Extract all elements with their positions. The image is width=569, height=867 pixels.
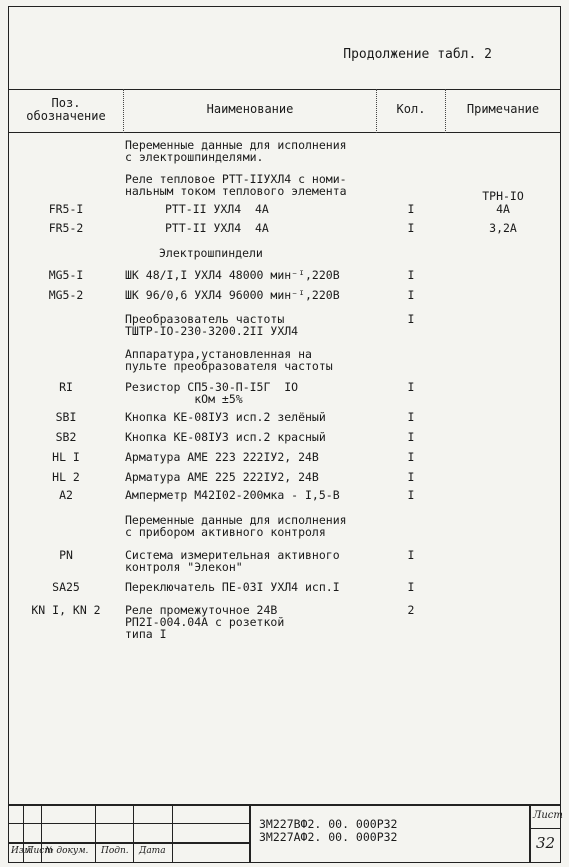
row-pos-7: MG5-2 (48, 288, 84, 302)
stamp-ndoc: № докум. (45, 846, 89, 856)
row-pos-4: FR5-2 (48, 221, 84, 235)
row-pos-18: SA25 (52, 580, 80, 594)
row-qty-10: I (407, 380, 415, 394)
row-note-3: 4А (496, 202, 510, 216)
row-pos-15: A2 (59, 488, 73, 502)
row-name-11: Кнопка КЕ-08IУЗ исп.2 зелёный (125, 410, 326, 424)
stamp-sheet-number: 32 (536, 834, 556, 852)
header-pos: Поз. обозначение (26, 96, 106, 123)
stamp-doc-code-1: 3М227ВФ2. 00. 000Р32 (259, 817, 398, 831)
row-qty-8: I (407, 312, 415, 326)
row-name-1: Реле тепловое РТТ-IIУХЛ4 с номи- нальным током теплового элемента (125, 172, 347, 198)
row-name-8: Преобразователь частоты ТШТР-IO-230-3200.2II УХЛ4 (125, 312, 299, 338)
row-name-9: Аппаратура,установленная на пульте преобразователя частоты (125, 347, 333, 373)
row-qty-15: I (407, 488, 415, 502)
stamp-data: Дата (139, 846, 166, 856)
row-pos-11: SBI (55, 410, 77, 424)
row-name-19: Реле промежуточное 24В РП2I-004.04А с розеткой типа I (125, 603, 285, 641)
drawing-sheet (8, 6, 561, 863)
row-name-13: Арматура АМЕ 223 222IУ2, 24В (125, 450, 319, 464)
row-name-7: ШК 96/0,6 УХЛ4 96000 мин⁻ᴵ,220В (125, 288, 340, 302)
col-sep-3 (445, 89, 446, 133)
row-pos-14: HL 2 (52, 470, 80, 484)
row-note-4: 3,2А (489, 221, 517, 235)
continuation-caption: Продолжение табл. 2 (343, 47, 492, 62)
header-name: Наименование (206, 102, 294, 116)
row-name-14: Арматура АМЕ 225 222IУ2, 24В (125, 470, 319, 484)
header-top-rule (9, 89, 560, 90)
row-name-16: Переменные данные для исполнения с прибором активного контроля (125, 513, 347, 539)
title-block (9, 804, 563, 862)
row-pos-10: RI (59, 380, 73, 394)
col-sep-1 (123, 89, 124, 133)
row-name-0: Переменные данные для исполнения с электрошпинделями. (125, 138, 347, 164)
header-qty: Кол. (396, 102, 426, 116)
row-qty-17: I (407, 548, 415, 562)
row-pos-12: SB2 (55, 430, 77, 444)
row-pos-13: HL I (52, 450, 80, 464)
col-sep-2 (376, 89, 377, 133)
row-pos-3: FR5-I (48, 202, 84, 216)
row-name-4: РТТ-II УХЛ4 4А (165, 221, 269, 235)
row-qty-11: I (407, 410, 415, 424)
row-qty-3: I (407, 202, 415, 216)
row-qty-12: I (407, 430, 415, 444)
row-pos-19: KN I, KN 2 (31, 603, 101, 617)
row-name-15: Амперметр М42I02-200мка - I,5-В (125, 488, 340, 502)
row-name-3: РТТ-II УХЛ4 4А (165, 202, 269, 216)
stamp-podp: Подп. (101, 846, 129, 856)
row-name-6: ШК 48/I,I УХЛ4 48000 мин⁻ᴵ,220В (125, 268, 340, 282)
row-note-2: ТРН-IO (482, 189, 524, 203)
row-qty-18: I (407, 580, 415, 594)
row-name-12: Кнопка КЕ-08IУЗ исп.2 красный (125, 430, 326, 444)
stamp-sheet-label: Лист (533, 810, 563, 821)
row-qty-6: I (407, 268, 415, 282)
row-qty-19: 2 (407, 603, 415, 617)
row-pos-6: MG5-I (48, 268, 84, 282)
stamp-list: Лист (26, 846, 53, 856)
row-qty-4: I (407, 221, 415, 235)
row-qty-14: I (407, 470, 415, 484)
row-name-18: Переключатель ПЕ-03I УХЛ4 исп.I (125, 580, 340, 594)
row-qty-13: I (407, 450, 415, 464)
row-name-5: Электрошпиндели (159, 246, 263, 260)
row-name-10: Резистор СП5-30-П-I5Г IO кОм ±5% (125, 380, 299, 406)
row-qty-7: I (407, 288, 415, 302)
row-pos-17: PN (59, 548, 73, 562)
stamp-doc-code-2: 3М227АФ2. 00. 000Р32 (259, 830, 398, 844)
stamp-izm: Изм (11, 846, 32, 856)
row-name-17: Система измерительная активного контроля "Элекон" (125, 548, 340, 574)
header-note: Примечание (466, 102, 540, 116)
header-bottom-rule (9, 132, 560, 133)
